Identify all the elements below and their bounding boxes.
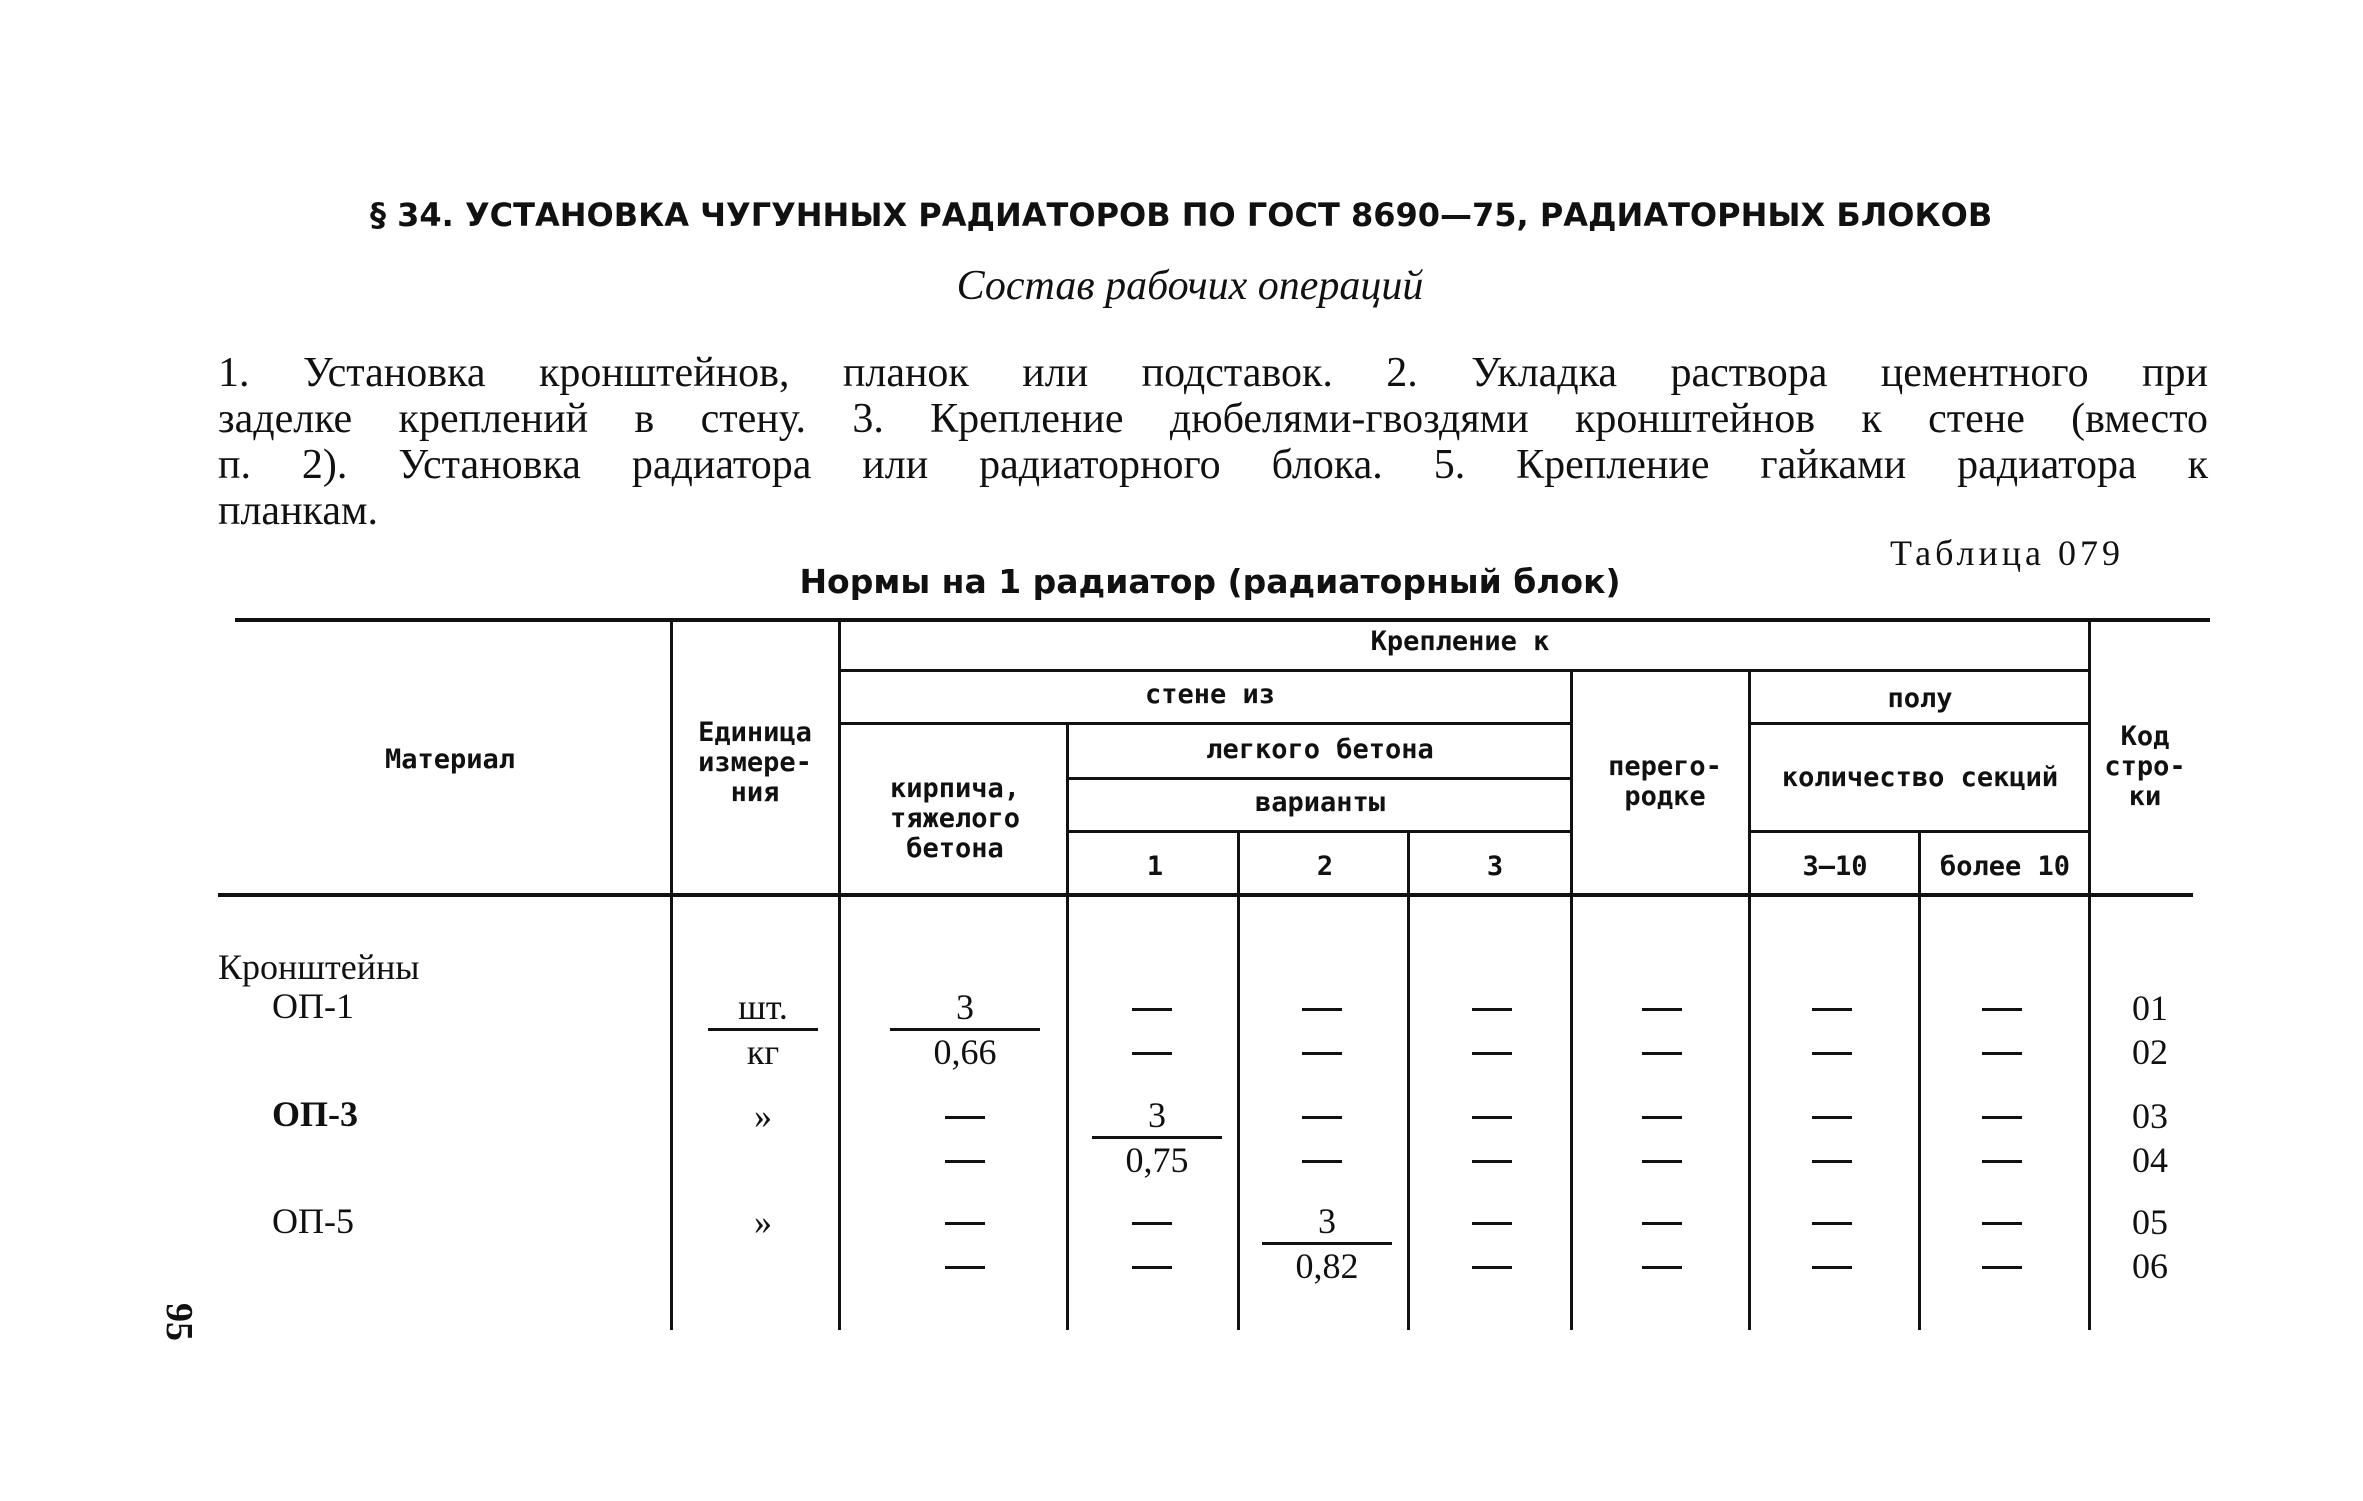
empty-cell-dash [1642, 1222, 1682, 1225]
unit-ditto: » [754, 1096, 772, 1136]
rule-light-concrete [1068, 777, 1570, 780]
unit-numerator: шт. [708, 986, 818, 1031]
table-title: Нормы на 1 радиатор (радиаторный блок) [799, 562, 1621, 601]
table-top-rule [235, 618, 2210, 622]
header-brick: кирпича, тяжелого бетона [889, 773, 1021, 864]
col-rule [1066, 897, 1069, 1330]
empty-cell-dash [1132, 1052, 1172, 1055]
empty-cell-dash [1132, 1008, 1172, 1011]
rule-fastening [840, 669, 2090, 672]
empty-cell-dash [1982, 1052, 2022, 1055]
empty-cell-dash [1642, 1052, 1682, 1055]
empty-cell-dash [1982, 1222, 2022, 1225]
header-floor: полу [1887, 683, 1953, 714]
empty-cell-dash [945, 1116, 985, 1119]
empty-cell-dash [1982, 1008, 2022, 1011]
col-rule [838, 622, 841, 895]
variant2-numerator: 3 [1262, 1200, 1392, 1245]
col-rule [1748, 897, 1751, 1330]
variant2-fraction [1262, 1200, 1392, 1287]
col-rule [1237, 833, 1240, 895]
row-code: 05 [2132, 1202, 2168, 1242]
col-rule [1407, 833, 1410, 895]
empty-cell-dash [1472, 1222, 1512, 1225]
paragraph-line: планкам. [218, 488, 379, 534]
brick-denominator: 0,66 [933, 1032, 997, 1072]
header-unit: Единица измере- ния [698, 717, 812, 808]
variant1-denominator: 0,75 [1125, 1140, 1189, 1180]
empty-cell-dash [1472, 1008, 1512, 1011]
col-rule [670, 897, 673, 1330]
paragraph-line: п. 2). Установка радиатора или радиаторного блока. 5. Крепление гайками радиатора к [218, 442, 2208, 488]
col-rule [1407, 897, 1410, 1330]
variant1-fraction [1092, 1094, 1222, 1181]
empty-cell-dash [1812, 1266, 1852, 1269]
empty-cell-dash [945, 1222, 985, 1225]
header-variant-2: 2 [1316, 851, 1334, 882]
brick-numerator: 3 [890, 986, 1040, 1031]
header-sections-3-10: 3—10 [1802, 851, 1868, 882]
row-code: 04 [2132, 1140, 2168, 1180]
empty-cell-dash [1472, 1052, 1512, 1055]
header-partition: перего- родке [1608, 751, 1722, 812]
table-header-rule [218, 893, 2193, 897]
variant2-denominator: 0,82 [1295, 1246, 1359, 1286]
empty-cell-dash [1642, 1008, 1682, 1011]
col-rule [1918, 833, 1921, 895]
col-rule [838, 897, 841, 1330]
section-heading: § 34. УСТАНОВКА ЧУГУННЫХ РАДИАТОРОВ ПО ГОСТ 8690—75, РАДИАТОРНЫХ БЛОКОВ [370, 196, 1993, 234]
header-variants: варианты [1254, 787, 1386, 818]
header-variant-3: 3 [1486, 851, 1504, 882]
empty-cell-dash [1302, 1008, 1342, 1011]
paragraph-line: 1. Установка кронштейнов, планок или подставок. 2. Укладка раствора цементного при [218, 350, 2208, 396]
empty-cell-dash [1642, 1266, 1682, 1269]
empty-cell-dash [1812, 1052, 1852, 1055]
material-op5: ОП-5 [272, 1201, 354, 1241]
col-rule [1237, 897, 1240, 1330]
empty-cell-dash [1982, 1266, 2022, 1269]
header-light-concrete: легкого бетона [1206, 734, 1434, 765]
header-code: Код стро- ки [2104, 721, 2186, 812]
empty-cell-dash [1132, 1222, 1172, 1225]
unit-fraction [708, 986, 818, 1073]
col-rule [670, 622, 673, 895]
empty-cell-dash [1642, 1160, 1682, 1163]
material-op1: ОП-1 [272, 986, 354, 1026]
col-rule [1918, 897, 1921, 1330]
unit-denominator: кг [746, 1032, 780, 1072]
page-number: 95 [158, 1303, 200, 1341]
empty-cell-dash [1642, 1116, 1682, 1119]
header-sections-over-10: более 10 [1939, 851, 2071, 882]
variant1-numerator: 3 [1092, 1094, 1222, 1139]
empty-cell-dash [1812, 1008, 1852, 1011]
col-rule [2088, 622, 2091, 895]
brick-fraction [890, 986, 1040, 1073]
unit-ditto: » [754, 1202, 772, 1242]
header-sections: количество секций [1781, 762, 2059, 793]
row-code: 06 [2132, 1246, 2168, 1286]
subheading: Состав рабочих операций [956, 263, 1424, 309]
header-wall: стене из [1144, 679, 1276, 710]
empty-cell-dash [1982, 1116, 2022, 1119]
row-code: 03 [2132, 1096, 2168, 1136]
empty-cell-dash [1302, 1052, 1342, 1055]
header-material: Материал [384, 744, 516, 775]
empty-cell-dash [1472, 1160, 1512, 1163]
group-label: Кронштейны [218, 947, 420, 987]
empty-cell-dash [1132, 1266, 1172, 1269]
paragraph-line: заделке креплений в стену. 3. Крепление дюбелями-гвоздями кронштейнов к стене (вместо [218, 396, 2208, 442]
rule-wall [840, 722, 1570, 725]
rule-floor [1750, 722, 2090, 725]
col-rule [1570, 897, 1573, 1330]
empty-cell-dash [945, 1160, 985, 1163]
empty-cell-dash [1302, 1116, 1342, 1119]
empty-cell-dash [1472, 1266, 1512, 1269]
row-code: 02 [2132, 1032, 2168, 1072]
rule-variants [1068, 830, 1570, 833]
material-op3: ОП-3 [272, 1094, 358, 1134]
col-rule [1570, 672, 1573, 895]
col-rule [2088, 897, 2091, 1330]
empty-cell-dash [1302, 1160, 1342, 1163]
table-label: Таблица 079 [1890, 533, 2124, 573]
empty-cell-dash [1812, 1222, 1852, 1225]
header-variant-1: 1 [1146, 851, 1164, 882]
empty-cell-dash [1812, 1160, 1852, 1163]
empty-cell-dash [1812, 1116, 1852, 1119]
empty-cell-dash [1982, 1160, 2022, 1163]
empty-cell-dash [1472, 1116, 1512, 1119]
col-rule [1748, 672, 1751, 895]
empty-cell-dash [945, 1266, 985, 1269]
col-rule [1066, 725, 1069, 895]
header-fastening: Крепление к [1370, 626, 1550, 657]
row-code: 01 [2132, 988, 2168, 1028]
operations-paragraph [218, 350, 2208, 534]
